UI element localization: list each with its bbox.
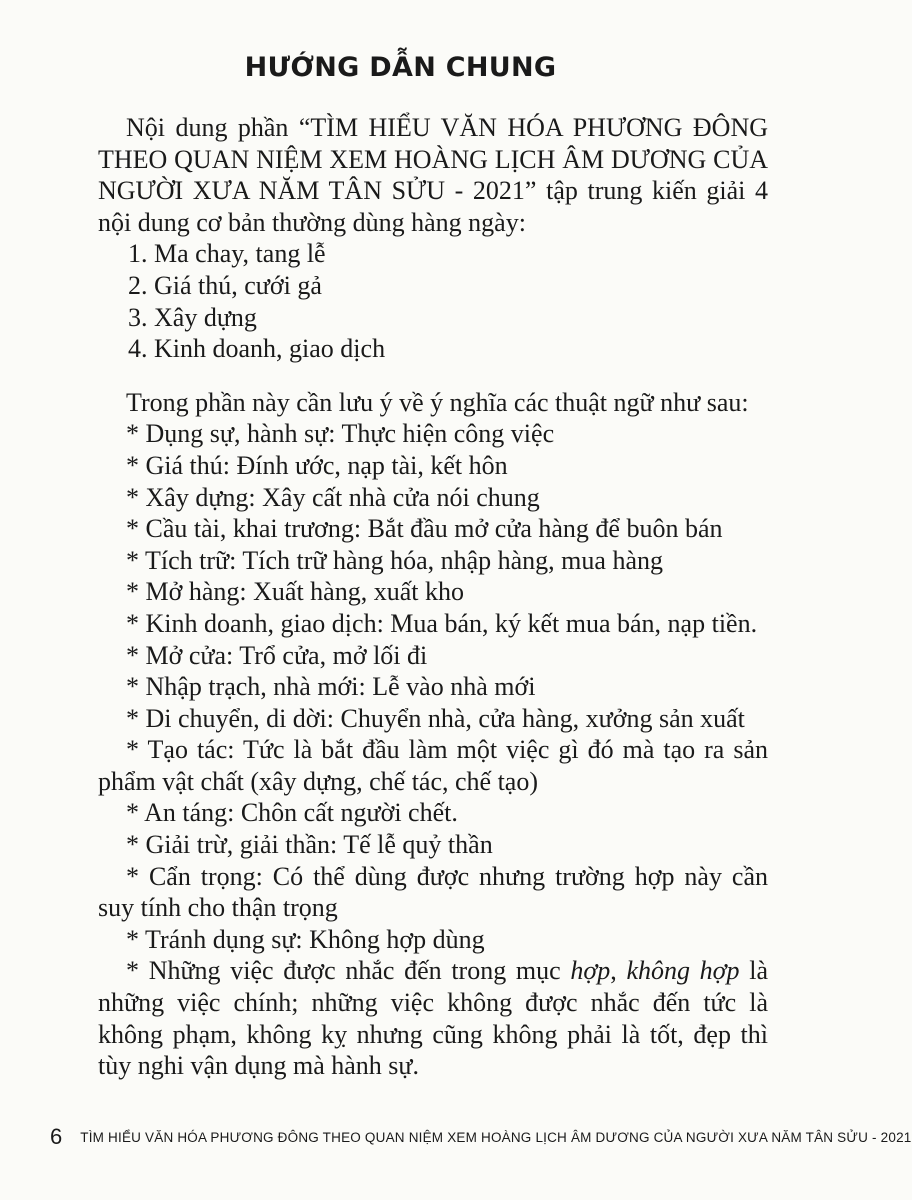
note-text: là những việc chính; những việc không được nhắc đến tức là không phạm, không kỵ nhưng cũng không phải là tốt, đẹp thì tùy nghi vận dụng mà hành sự. xyxy=(98,956,769,1081)
page-number: 6 xyxy=(50,1124,63,1149)
page-title: HƯỚNG DẪN CHUNG xyxy=(244,52,557,83)
term-item: * Nhập trạch, nhà mới: Lễ vào nhà mới xyxy=(126,672,536,702)
list-item: 2. Giá thú, cưới gả xyxy=(128,270,322,300)
term-item: * Cầu tài, khai trương: Bắt đầu mở cửa hàng để buôn bán xyxy=(126,514,723,544)
term-item: * Giá thú: Đính ước, nạp tài, kết hôn xyxy=(126,450,508,480)
spacer xyxy=(98,365,768,387)
note-italic-term: hợp xyxy=(570,956,611,986)
closing-note xyxy=(98,955,768,1081)
list-item: 3. Xây dựng xyxy=(128,302,257,332)
note-italic-term: không hợp xyxy=(626,956,740,986)
term-item: * Xây dựng: Xây cất nhà cửa nói chung xyxy=(126,482,540,512)
term-item: * Giải trừ, giải thần: Tế lễ quỷ thần xyxy=(126,830,493,860)
term-item: * Tạo tác: Tức là bắt đầu làm một việc gì đó mà tạo ra sản phẩm vật chất (xây dựng, chế tác, chế tạo) xyxy=(98,735,768,796)
terms-intro: Trong phần này cần lưu ý về ý nghĩa các thuật ngữ như sau: xyxy=(126,387,749,417)
term-item: * Kinh doanh, giao dịch: Mua bán, ký kết mua bán, nạp tiền. xyxy=(126,608,758,638)
term-item: * Mở cửa: Trổ cửa, mở lối đi xyxy=(126,640,428,670)
page-footer xyxy=(50,1120,912,1154)
note-text: * Những việc được nhắc đến trong mục xyxy=(126,956,571,986)
term-item: * Cẩn trọng: Có thể dùng được nhưng trường hợp này cần suy tính cho thận trọng xyxy=(98,861,768,923)
term-item: * Tích trữ: Tích trữ hàng hóa, nhập hàng, mua hàng xyxy=(126,545,663,575)
note-text: , xyxy=(610,956,627,986)
term-item: * Mở hàng: Xuất hàng, xuất kho xyxy=(126,577,464,607)
term-item: * Tránh dụng sự: Không hợp dùng xyxy=(126,924,485,954)
term-item: * Di chuyển, di dời: Chuyển nhà, cửa hàng, xưởng sản xuất xyxy=(126,703,745,733)
term-item: * Dụng sự, hành sự: Thực hiện công việc xyxy=(126,419,555,449)
list-item: 1. Ma chay, tang lễ xyxy=(128,239,326,269)
running-title: TÌM HIỂU VĂN HÓA PHƯƠNG ĐÔNG THEO QUAN NIỆM XEM HOÀNG LỊCH ÂM DƯƠNG CỦA NGƯỜI XƯA NĂM TÂN SỬU - 2021 xyxy=(80,1129,912,1145)
intro-paragraph: Nội dung phần “TÌM HIỂU VĂN HÓA PHƯƠNG ĐÔNG THEO QUAN NIỆM XEM HOÀNG LỊCH ÂM DƯƠNG CỦA NGƯỜI XƯA NĂM TÂN SỬU - 2021” tập trung kiến giải 4 nội dung cơ bản thường dùng hàng ngày: xyxy=(98,113,768,237)
list-item: 4. Kinh doanh, giao dịch xyxy=(128,334,386,364)
page-body xyxy=(98,112,768,1082)
term-item: * An táng: Chôn cất người chết. xyxy=(126,798,458,828)
